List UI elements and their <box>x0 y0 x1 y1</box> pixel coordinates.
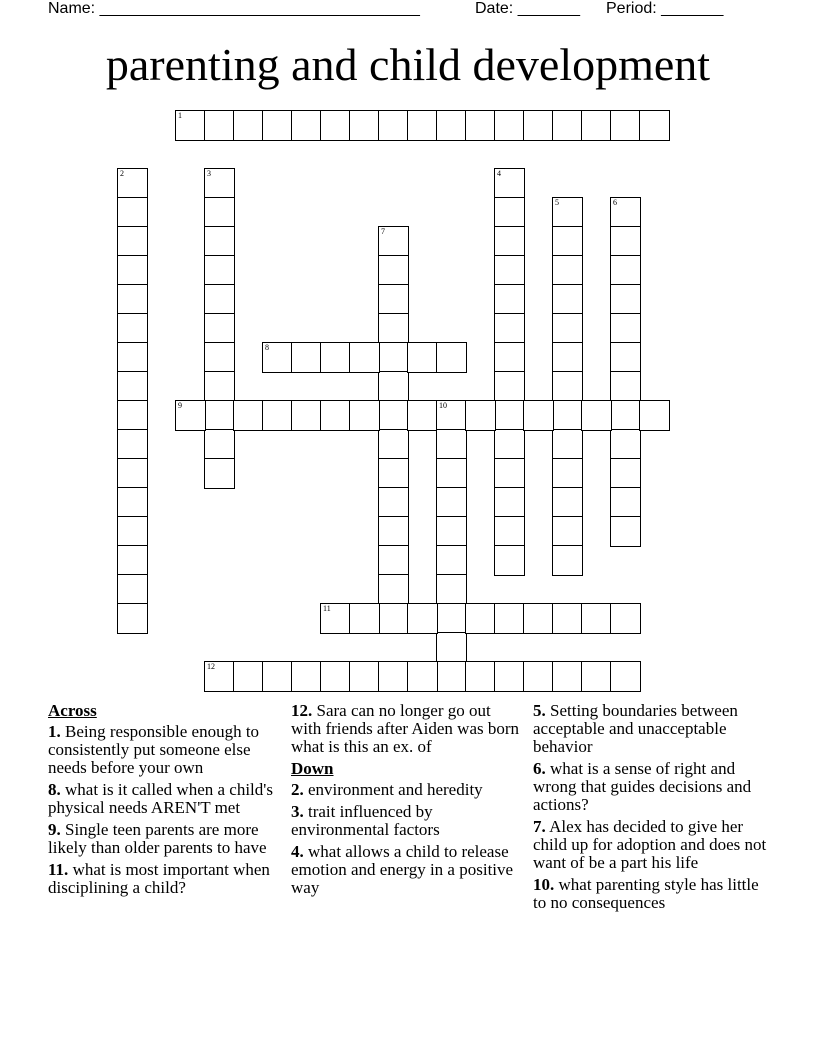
crossword-cell[interactable] <box>378 574 409 605</box>
crossword-cell[interactable] <box>465 400 496 431</box>
crossword-cell[interactable] <box>378 603 409 634</box>
crossword-cell[interactable] <box>320 661 351 692</box>
crossword-cell[interactable] <box>581 110 612 141</box>
crossword-cell[interactable] <box>204 661 235 692</box>
clue-number: 9 <box>178 401 182 410</box>
crossword-cell[interactable] <box>523 110 554 141</box>
clue-down-7: 7. Alex has decided to give her child up for adoption and does not want of be a part his life <box>533 817 767 872</box>
crossword-cell[interactable] <box>523 661 554 692</box>
crossword-cell[interactable] <box>436 632 467 663</box>
crossword-cell[interactable] <box>552 197 583 228</box>
crossword-cell[interactable] <box>320 110 351 141</box>
crossword-cell[interactable] <box>436 110 467 141</box>
crossword-cell[interactable] <box>320 342 351 373</box>
across-heading: Across <box>48 701 97 720</box>
crossword-cell[interactable] <box>204 458 235 489</box>
crossword-cell[interactable] <box>407 110 438 141</box>
clue-number: 2 <box>120 169 124 178</box>
crossword-cell[interactable] <box>639 110 670 141</box>
clue-down-5: 5. Setting boundaries between acceptable and unacceptable behavior <box>533 701 738 756</box>
crossword-cell[interactable] <box>262 400 293 431</box>
crossword-cell[interactable] <box>494 313 525 344</box>
crossword-cell[interactable] <box>494 429 525 460</box>
crossword-cell[interactable] <box>320 400 351 431</box>
crossword-cell[interactable] <box>494 603 525 634</box>
crossword-cell[interactable] <box>552 110 583 141</box>
crossword-cell[interactable] <box>204 168 235 199</box>
crossword-cell[interactable] <box>378 429 409 460</box>
crossword-cell[interactable] <box>494 516 525 547</box>
crossword-cell[interactable] <box>233 661 264 692</box>
crossword-cell[interactable] <box>291 661 322 692</box>
across-clues-column <box>48 702 273 901</box>
crossword-cell[interactable] <box>378 313 409 344</box>
crossword-cell[interactable] <box>436 458 467 489</box>
crossword-cell[interactable] <box>552 458 583 489</box>
crossword-cell[interactable] <box>291 110 322 141</box>
crossword-cell[interactable] <box>465 661 496 692</box>
crossword-cell[interactable] <box>610 313 641 344</box>
crossword-cell[interactable] <box>117 313 148 344</box>
crossword-cell[interactable] <box>610 342 641 373</box>
clue-number: 10 <box>439 401 447 410</box>
clue-down-3: 3. trait influenced by environmental factors <box>291 802 440 839</box>
crossword-cell[interactable] <box>436 342 467 373</box>
crossword-cell[interactable] <box>320 603 351 634</box>
crossword-cell[interactable] <box>552 284 583 315</box>
crossword-cell[interactable] <box>436 603 467 634</box>
clue-across-11: 11. what is most important when disciplining a child? <box>48 860 270 897</box>
clue-down-6: 6. what is a sense of right and wrong that guides decisions and actions? <box>533 759 752 814</box>
crossword-cell[interactable] <box>494 168 525 199</box>
clue-number: 1 <box>178 111 182 120</box>
crossword-cell[interactable] <box>378 545 409 576</box>
crossword-cell[interactable] <box>639 400 670 431</box>
crossword-cell[interactable] <box>262 110 293 141</box>
crossword-cell[interactable] <box>204 226 235 257</box>
crossword-cell[interactable] <box>204 110 235 141</box>
crossword-cell[interactable] <box>436 661 467 692</box>
crossword-cell[interactable] <box>436 545 467 576</box>
crossword-cell[interactable] <box>349 110 380 141</box>
clue-number: 7 <box>381 227 385 236</box>
crossword-cell[interactable] <box>378 458 409 489</box>
crossword-cell[interactable] <box>349 603 380 634</box>
crossword-cell[interactable] <box>494 545 525 576</box>
crossword-cell[interactable] <box>291 400 322 431</box>
crossword-cell[interactable] <box>117 516 148 547</box>
crossword-cell[interactable] <box>117 371 148 402</box>
crossword-cell[interactable] <box>494 342 525 373</box>
crossword-cell[interactable] <box>117 197 148 228</box>
name-field[interactable]: Name: ____________________________________ <box>48 0 420 17</box>
crossword-cell[interactable] <box>610 487 641 518</box>
crossword-cell[interactable] <box>117 168 148 199</box>
crossword-cell[interactable] <box>204 400 235 431</box>
crossword-cell[interactable] <box>523 400 554 431</box>
crossword-cell[interactable] <box>378 487 409 518</box>
crossword-cell[interactable] <box>175 400 206 431</box>
crossword-cell[interactable] <box>523 603 554 634</box>
crossword-cell[interactable] <box>552 313 583 344</box>
page-title: parenting and child development <box>105 39 711 90</box>
crossword-cell[interactable] <box>552 400 583 431</box>
clue-number: 8 <box>265 343 269 352</box>
crossword-cell[interactable] <box>204 371 235 402</box>
crossword-cell[interactable] <box>581 603 612 634</box>
crossword-cell[interactable] <box>378 342 409 373</box>
crossword-cell[interactable] <box>494 661 525 692</box>
crossword-cell[interactable] <box>581 661 612 692</box>
crossword-cell[interactable] <box>378 661 409 692</box>
crossword-cell[interactable] <box>233 110 264 141</box>
crossword-cell[interactable] <box>552 226 583 257</box>
crossword-cell[interactable] <box>436 400 467 431</box>
crossword-cell[interactable] <box>436 574 467 605</box>
crossword-cell[interactable] <box>610 284 641 315</box>
crossword-cell[interactable] <box>494 226 525 257</box>
crossword-cell[interactable] <box>610 110 641 141</box>
crossword-cell[interactable] <box>436 429 467 460</box>
crossword-cell[interactable] <box>378 516 409 547</box>
crossword-cell[interactable] <box>610 400 641 431</box>
crossword-cell[interactable] <box>378 371 409 402</box>
crossword-cell[interactable] <box>494 458 525 489</box>
crossword-cell[interactable] <box>204 429 235 460</box>
crossword-cell[interactable] <box>552 603 583 634</box>
crossword-cell[interactable] <box>610 458 641 489</box>
crossword-cell[interactable] <box>117 458 148 489</box>
crossword-cell[interactable] <box>378 226 409 257</box>
crossword-cell[interactable] <box>349 400 380 431</box>
crossword-cell[interactable] <box>262 661 293 692</box>
clue-number: 6 <box>613 198 617 207</box>
crossword-cell[interactable] <box>233 400 264 431</box>
crossword-cell[interactable] <box>552 342 583 373</box>
crossword-cell[interactable] <box>436 487 467 518</box>
crossword-cell[interactable] <box>610 226 641 257</box>
crossword-cell[interactable] <box>204 313 235 344</box>
crossword-cell[interactable] <box>204 255 235 286</box>
clue-across-9: 9. Single teen parents are more likely than older parents to have <box>48 820 267 857</box>
crossword-cell[interactable] <box>349 661 380 692</box>
crossword-cell[interactable] <box>552 661 583 692</box>
date-field[interactable]: Date: _______ <box>475 0 580 17</box>
crossword-cell[interactable] <box>378 110 409 141</box>
crossword-cell[interactable] <box>378 400 409 431</box>
crossword-cell[interactable] <box>204 342 235 373</box>
clue-across-8: 8. what is it called when a child's physical needs AREN'T met <box>48 780 273 817</box>
crossword-cell[interactable] <box>465 110 496 141</box>
crossword-cell[interactable] <box>117 284 148 315</box>
crossword-cell[interactable] <box>552 429 583 460</box>
clue-number: 12 <box>207 662 215 671</box>
clue-number: 4 <box>497 169 501 178</box>
crossword-cell[interactable] <box>494 197 525 228</box>
crossword-cell[interactable] <box>407 342 438 373</box>
crossword-cell[interactable] <box>436 516 467 547</box>
crossword-cell[interactable] <box>117 429 148 460</box>
crossword-cell[interactable] <box>610 371 641 402</box>
crossword-cell[interactable] <box>117 487 148 518</box>
crossword-cell[interactable] <box>117 226 148 257</box>
crossword-cell[interactable] <box>494 284 525 315</box>
crossword-cell[interactable] <box>117 255 148 286</box>
crossword-cell[interactable] <box>494 255 525 286</box>
crossword-cell[interactable] <box>465 603 496 634</box>
crossword-cell[interactable] <box>117 400 148 431</box>
crossword-cell[interactable] <box>407 603 438 634</box>
crossword-cell[interactable] <box>494 110 525 141</box>
crossword-cell[interactable] <box>552 255 583 286</box>
crossword-cell[interactable] <box>378 284 409 315</box>
crossword-cell[interactable] <box>407 400 438 431</box>
middle-clues-column <box>291 702 521 901</box>
clue-across-12: 12. Sara can no longer go out with friends after Aiden was born what is this an ex. of <box>291 701 520 756</box>
crossword-cell[interactable] <box>494 487 525 518</box>
crossword-cell[interactable] <box>552 545 583 576</box>
crossword-cell[interactable] <box>407 661 438 692</box>
clue-down-10: 10. what parenting style has little to no consequences <box>533 875 759 912</box>
crossword-cell[interactable] <box>117 574 148 605</box>
crossword-cell[interactable] <box>117 545 148 576</box>
down-clues-column <box>533 702 773 916</box>
crossword-cell[interactable] <box>378 255 409 286</box>
crossword-cell[interactable] <box>610 516 641 547</box>
crossword-cell[interactable] <box>552 371 583 402</box>
crossword-cell[interactable] <box>610 661 641 692</box>
crossword-cell[interactable] <box>581 400 612 431</box>
clue-number: 3 <box>207 169 211 178</box>
crossword-cell[interactable] <box>117 603 148 634</box>
crossword-cell[interactable] <box>610 429 641 460</box>
crossword-cell[interactable] <box>494 400 525 431</box>
clue-down-4: 4. what allows a child to release emotion and energy in a positive way <box>291 842 514 897</box>
crossword-cell[interactable] <box>175 110 206 141</box>
crossword-cell[interactable] <box>204 197 235 228</box>
period-field[interactable]: Period: _______ <box>606 0 724 17</box>
crossword-cell[interactable] <box>610 255 641 286</box>
crossword-cell[interactable] <box>610 197 641 228</box>
crossword-cell[interactable] <box>610 603 641 634</box>
clue-number: 11 <box>323 604 331 613</box>
clue-down-2: 2. environment and heredity <box>291 780 483 799</box>
crossword-cell[interactable] <box>204 284 235 315</box>
clue-across-1: 1. Being responsible enough to consistently put someone else needs before your own <box>48 722 260 777</box>
down-heading: Down <box>291 759 334 778</box>
clue-number: 5 <box>555 198 559 207</box>
crossword-cell[interactable] <box>262 342 293 373</box>
crossword-cell[interactable] <box>552 516 583 547</box>
crossword-cell[interactable] <box>291 342 322 373</box>
crossword-cell[interactable] <box>552 487 583 518</box>
crossword-cell[interactable] <box>117 342 148 373</box>
crossword-cell[interactable] <box>494 371 525 402</box>
crossword-cell[interactable] <box>349 342 380 373</box>
